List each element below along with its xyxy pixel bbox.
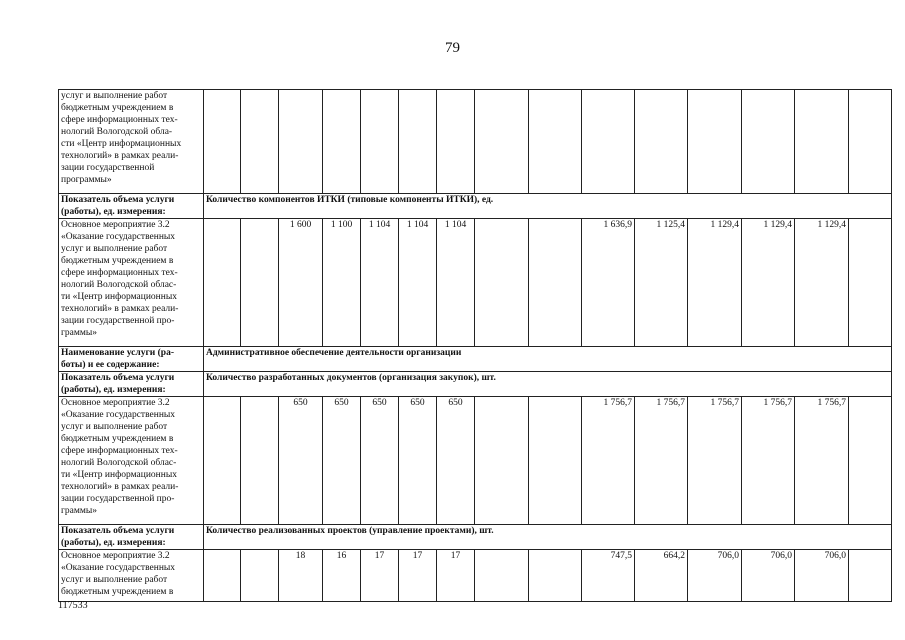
- finance-cell: 1 125,4: [635, 219, 688, 347]
- value-cell: 17: [361, 550, 399, 602]
- finance-cell: 1 129,4: [688, 219, 742, 347]
- table-row: [59, 525, 892, 550]
- row-2-label: Показатель объема услуги (работы), ед. измерения:: [59, 194, 204, 219]
- data-table: [58, 89, 892, 602]
- finance-cell: 1 636,9: [582, 219, 635, 347]
- table-row: [59, 372, 892, 397]
- value-cell: 17: [437, 550, 475, 602]
- row-2-indicator: Количество компонентов ИТКИ (типовые компоненты ИТКИ), ед.: [204, 194, 892, 219]
- row-4-label: Наименование услуги (ра- боты) и ее содержание:: [59, 347, 204, 372]
- finance-cell: 1 756,7: [635, 397, 688, 525]
- row-5-indicator: Количество разработанных документов (организация закупок), шт.: [204, 372, 892, 397]
- value-cell: 650: [279, 397, 323, 525]
- table-row: [59, 347, 892, 372]
- finance-cell: 706,0: [795, 550, 849, 602]
- value-cell: 650: [361, 397, 399, 525]
- value-cell: 1 104: [437, 219, 475, 347]
- finance-cell: 1 756,7: [582, 397, 635, 525]
- value-cell: 650: [323, 397, 361, 525]
- row-1-description: услуг и выполнение работ бюджетным учреждением в сфере информационных тех- нологий Вологодской обла- сти «Центр информационных технологий» в рамках реали- зации государственной программы»: [59, 90, 204, 194]
- value-cell: 650: [437, 397, 475, 525]
- row-5-label: Показатель объема услуги (работы), ед. измерения:: [59, 372, 204, 397]
- finance-cell: 1 756,7: [742, 397, 795, 525]
- value-cell: 17: [399, 550, 437, 602]
- finance-cell: 706,0: [688, 550, 742, 602]
- footer-document-code: 117533: [58, 600, 88, 611]
- finance-cell: 1 756,7: [795, 397, 849, 525]
- value-cell: 1 100: [323, 219, 361, 347]
- table-row: [59, 219, 892, 347]
- finance-cell: 747,5: [582, 550, 635, 602]
- row-7-label: Показатель объема услуги (работы), ед. измерения:: [59, 525, 204, 550]
- row-8-description: Основное мероприятие 3.2 «Оказание государственных услуг и выполнение работ бюджетным учреждением в: [59, 550, 204, 602]
- value-cell: 16: [323, 550, 361, 602]
- value-cell: 18: [279, 550, 323, 602]
- row-6-description: Основное мероприятие 3.2 «Оказание государственных услуг и выполнение работ бюджетным учреждением в сфере информационных тех- нологий Вологодской облас- ти «Центр информационных технологий» в рамках реали- зации государственной про- граммы»: [59, 397, 204, 525]
- table-row: [59, 194, 892, 219]
- finance-cell: 706,0: [742, 550, 795, 602]
- finance-cell: 1 756,7: [688, 397, 742, 525]
- value-cell: 1 600: [279, 219, 323, 347]
- finance-cell: 664,2: [635, 550, 688, 602]
- row-7-indicator: Количество реализованных проектов (управление проектами), шт.: [204, 525, 892, 550]
- row-3-description: Основное мероприятие 3.2 «Оказание государственных услуг и выполнение работ бюджетным учреждением в сфере информационных тех- нологий Вологодской облас- ти «Центр информационных технологий» в рамках реали- зации государственной про- граммы»: [59, 219, 204, 347]
- value-cell: 1 104: [399, 219, 437, 347]
- finance-cell: 1 129,4: [795, 219, 849, 347]
- page-number: 79: [445, 40, 460, 56]
- table-row: [59, 90, 892, 194]
- row-4-service-name: Административное обеспечение деятельности организации: [204, 347, 892, 372]
- value-cell: 1 104: [361, 219, 399, 347]
- table-row: [59, 397, 892, 525]
- table-row: [59, 550, 892, 602]
- finance-cell: 1 129,4: [742, 219, 795, 347]
- value-cell: 650: [399, 397, 437, 525]
